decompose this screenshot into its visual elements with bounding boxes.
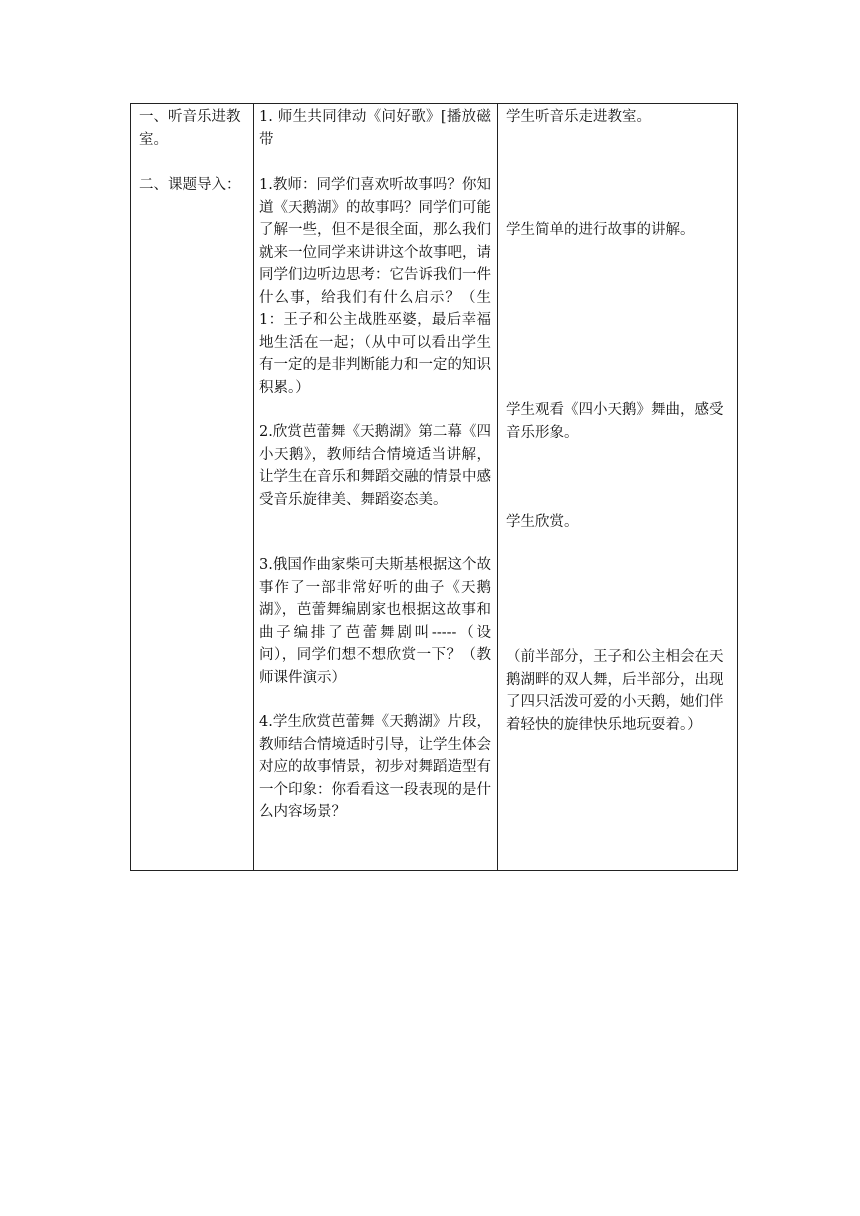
student-response-1: 学生听音乐走进教室。 [506, 109, 651, 125]
activity-3: 2.欣赏芭蕾舞《天鹅湖》第二幕《四小天鹅》，教师结合情境适当讲解，让学生在音乐和舞蹈交融的情景中感受音乐旋律美、舞蹈姿态美。 [259, 424, 491, 508]
column-steps [131, 104, 254, 870]
activity-4: 3.俄国作曲家柴可夫斯基根据这个故事作了一部非常好听的曲子《天鹅湖》，芭蕾舞编剧家也根据这故事和曲子编排了芭蕾舞剧叫-----（设问），同学们想不想欣赏一下？（教师课件演示） [259, 557, 491, 686]
column-teacher-activity [253, 104, 498, 870]
student-response-2: 学生简单的进行故事的讲解。 [506, 222, 695, 238]
student-response-4: 学生欣赏。 [506, 514, 579, 530]
step-1-label: 一、听音乐进教室。 [139, 109, 241, 148]
lesson-plan-table [130, 103, 738, 871]
activity-1: 1. 师生共同律动《问好歌》[播放磁带 [259, 109, 491, 148]
activity-2: 1.教师：同学们喜欢听故事吗？你知道《天鹅湖》的故事吗？同学们可能了解一些，但不是很全面，那么我们就来一位同学来讲讲这个故事吧，请同学们边听边思考：它告诉我们一件什么事，给我们有什么启示？（生1：王子和公主战胜巫婆，最后幸福地生活在一起；（从中可以看出学生有一定的是非判断能力和一定的知识积累。） [259, 177, 491, 396]
column-student-activity [497, 104, 738, 870]
student-response-5: （前半部分，王子和公主相会在天鹅湖畔的双人舞，后半部分，出现了四只活泼可爱的小天鹅，她们伴着轻快的旋律快乐地玩耍着。） [506, 649, 724, 733]
activity-5: 4.学生欣赏芭蕾舞《天鹅湖》片段，教师结合情境适时引导，让学生体会对应的故事情景，初步对舞蹈造型有一个印象：你看看这一段表现的是什么内容场景？ [259, 714, 491, 820]
student-response-3: 学生观看《四小天鹅》舞曲，感受音乐形象。 [506, 402, 724, 441]
step-2-label: 二、课题导入： [139, 177, 241, 193]
